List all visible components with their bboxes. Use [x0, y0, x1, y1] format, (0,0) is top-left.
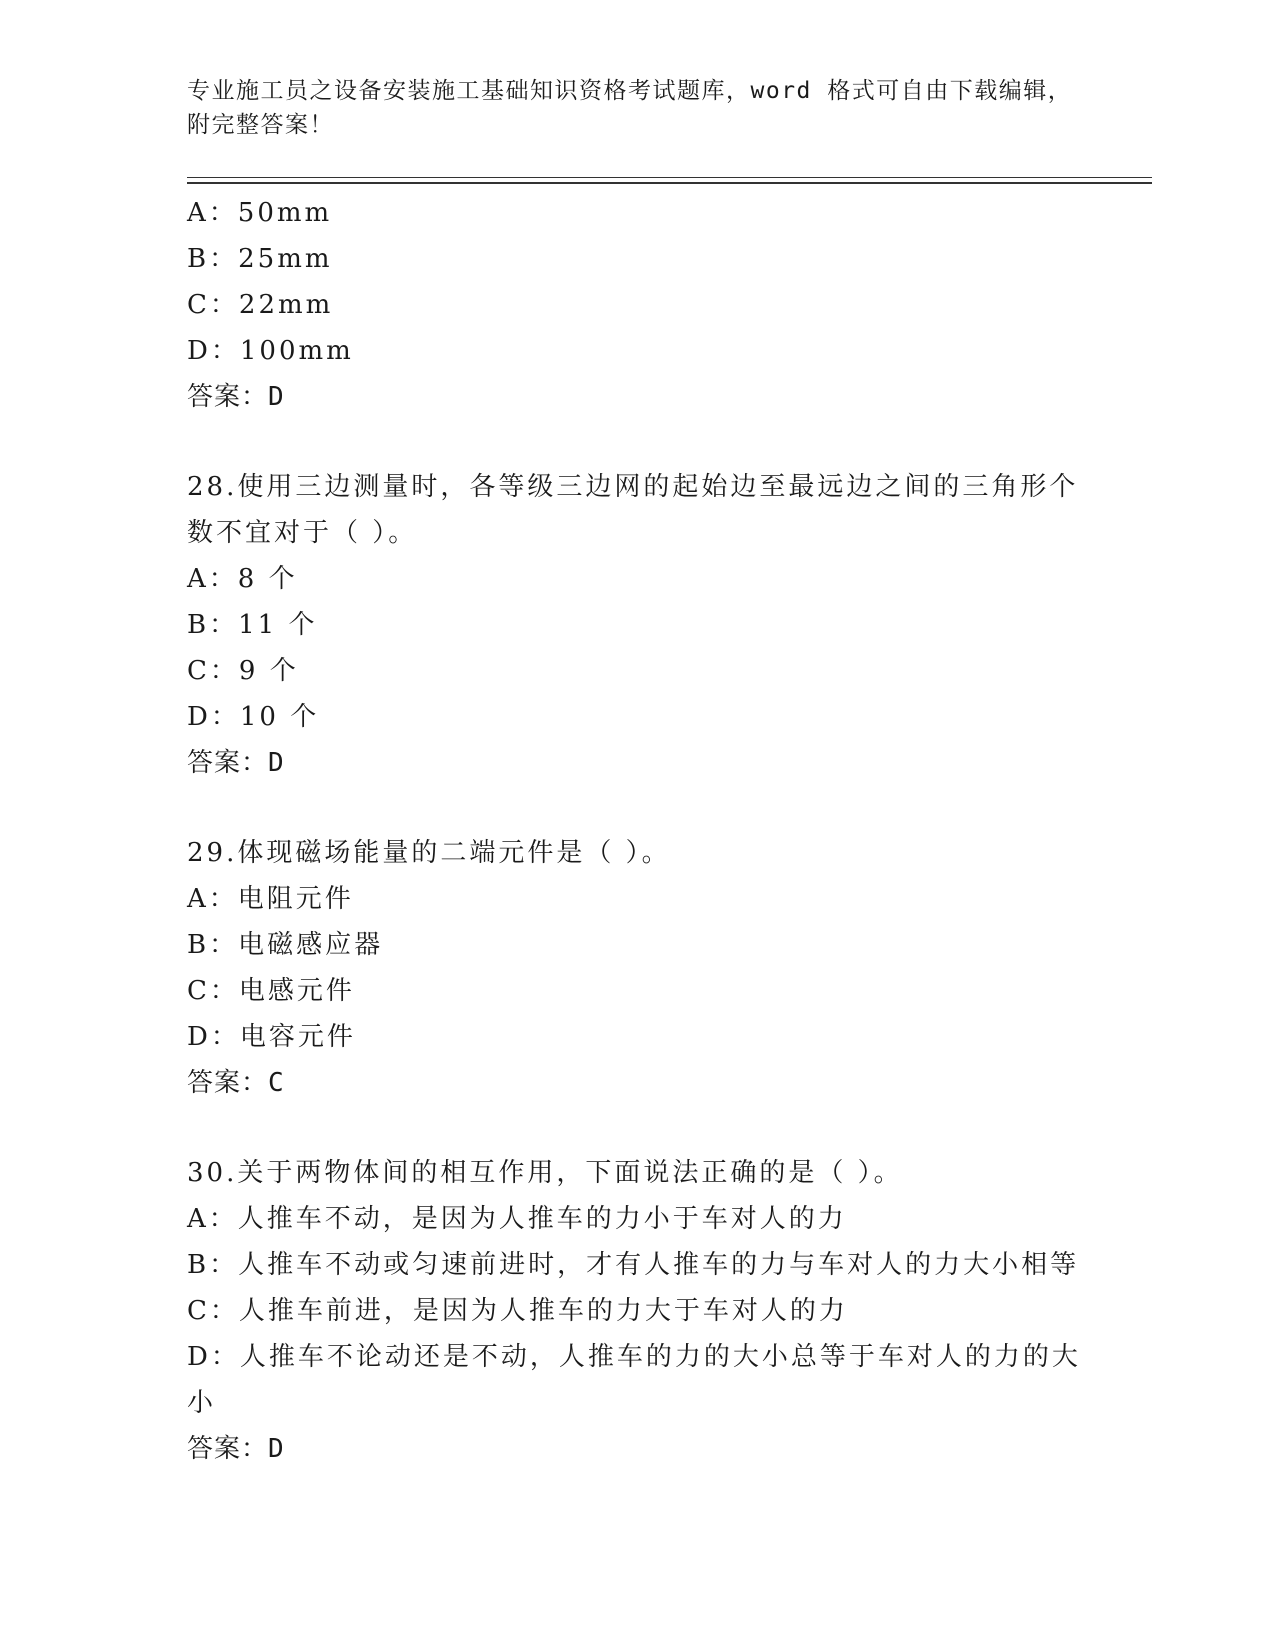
option-text: 电磁感应器 — [238, 930, 384, 960]
header-title-line-2: 附完整答案！ — [187, 112, 334, 138]
header-divider-thick — [187, 182, 1152, 184]
option-b — [187, 602, 1087, 648]
option-label: D： — [187, 336, 240, 366]
option-c — [187, 282, 1087, 328]
question-stem-continued: 数不宜对于（ ）。 — [187, 518, 418, 548]
option-label: C： — [187, 290, 239, 320]
option-text: 9 个 — [238, 656, 299, 686]
option-label: A： — [187, 1204, 238, 1234]
option-a — [187, 1196, 1087, 1242]
spacer — [187, 1106, 1087, 1150]
option-text: 25mm — [238, 244, 333, 274]
option-text: 人推车不论动还是不动，人推车的力的大小总等于车对人的力的大 — [239, 1342, 1081, 1372]
answer: 答案：D — [187, 748, 285, 778]
option-label: D： — [187, 1342, 240, 1372]
option-text: 10 个 — [239, 702, 320, 732]
option-label: C： — [187, 656, 239, 686]
spacer — [187, 786, 1087, 830]
option-text: 8 个 — [237, 564, 298, 594]
option-label: A： — [187, 884, 238, 914]
option-label: B： — [187, 244, 239, 274]
option-text: 电感元件 — [238, 976, 355, 1006]
question-28 — [187, 464, 1087, 786]
answer: 答案：C — [187, 1068, 285, 1098]
option-text: 人推车不动，是因为人推车的力小于车对人的力 — [237, 1204, 847, 1234]
answer: 答案：D — [187, 382, 285, 412]
option-d — [187, 1014, 1087, 1060]
option-a — [187, 876, 1087, 922]
option-label: C： — [187, 976, 239, 1006]
option-c — [187, 1288, 1087, 1334]
option-label: D： — [187, 702, 240, 732]
option-text: 50mm — [237, 198, 333, 228]
option-label: D： — [187, 1022, 240, 1052]
option-label: A： — [187, 564, 238, 594]
option-b — [187, 922, 1087, 968]
option-text: 电阻元件 — [237, 884, 354, 914]
option-label: B： — [187, 1250, 239, 1280]
option-text: 电容元件 — [239, 1022, 356, 1052]
option-text: 11 个 — [238, 610, 318, 640]
answer: 答案：D — [187, 1434, 285, 1464]
option-b — [187, 236, 1087, 282]
header-title-line-1: 专业施工员之设备安装施工基础知识资格考试题库，word 格式可自由下载编辑， — [187, 78, 1073, 104]
option-text: 22mm — [238, 290, 334, 320]
question-stem: 28.使用三边测量时，各等级三边网的起始边至最远边之间的三角形个 — [187, 472, 1079, 502]
option-c — [187, 968, 1087, 1014]
question-29 — [187, 830, 1087, 1106]
option-d — [187, 694, 1087, 740]
option-text: 人推车不动或匀速前进时，才有人推车的力与车对人的力大小相等 — [238, 1250, 1080, 1280]
option-c — [187, 648, 1087, 694]
option-text: 100mm — [239, 336, 354, 366]
spacer — [187, 420, 1087, 464]
question-27 — [187, 190, 1087, 420]
question-stem: 30.关于两物体间的相互作用，下面说法正确的是（ ）。 — [187, 1158, 903, 1188]
option-label: B： — [187, 930, 239, 960]
option-a — [187, 190, 1087, 236]
option-label: B： — [187, 610, 239, 640]
header-divider-thin — [187, 177, 1152, 178]
option-label: A： — [187, 198, 238, 228]
question-stem: 29.体现磁场能量的二端元件是（ ）。 — [187, 838, 671, 868]
option-a — [187, 556, 1087, 602]
question-list — [187, 190, 1087, 1472]
option-text: 人推车前进，是因为人推车的力大于车对人的力 — [238, 1296, 848, 1326]
option-b — [187, 1242, 1087, 1288]
question-30 — [187, 1150, 1087, 1472]
option-d — [187, 328, 1087, 374]
option-d — [187, 1334, 1087, 1380]
page-header — [187, 74, 1073, 142]
option-label: C： — [187, 1296, 239, 1326]
option-d-wrap: 小 — [187, 1388, 217, 1418]
